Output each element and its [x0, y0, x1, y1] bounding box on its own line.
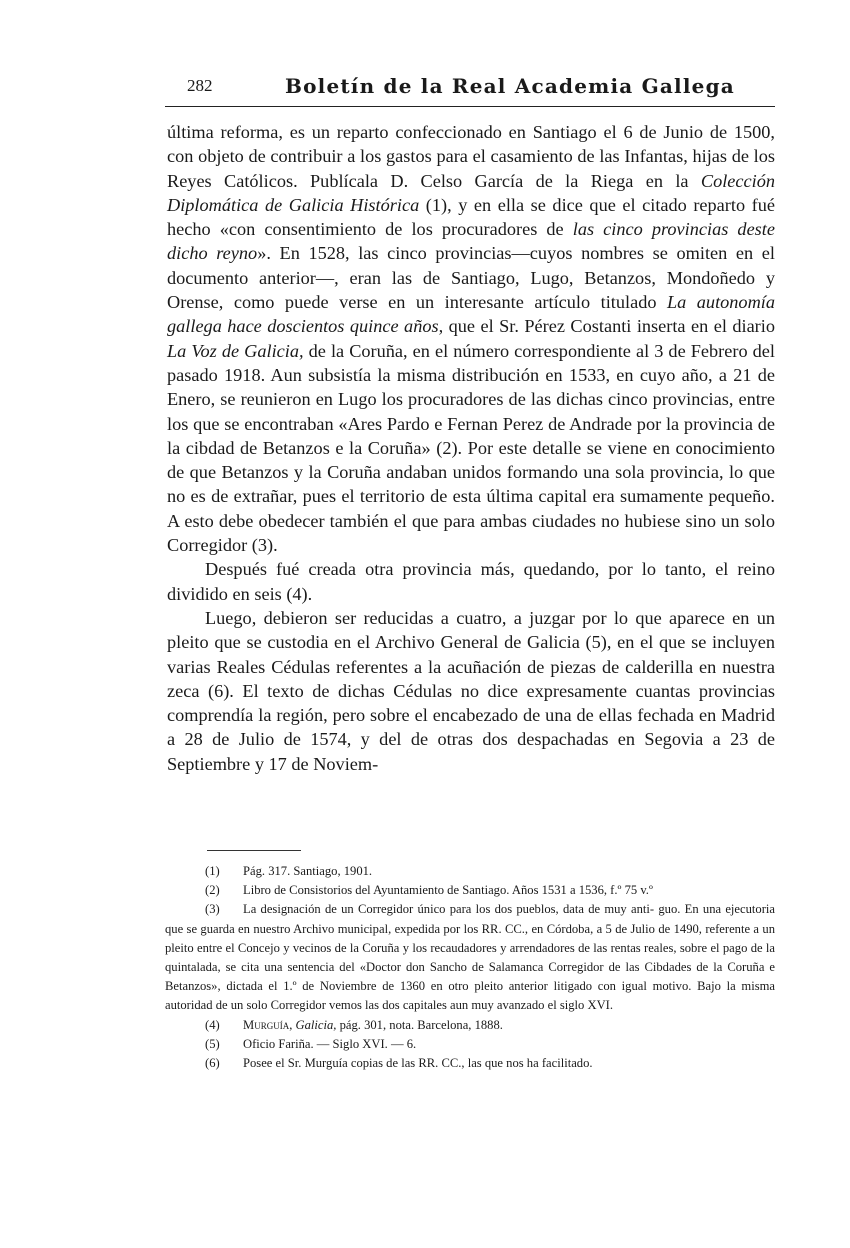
footnote-4	[165, 1016, 775, 1035]
journal-title: Boletín de la Real Academia Gallega	[285, 74, 735, 98]
page-number: 282	[187, 76, 213, 95]
footnote-rule	[207, 850, 301, 851]
footnote-number: (5)	[205, 1036, 220, 1051]
footnote-text: La designación de un Corregidor único para los dos pueblos, data de muy anti-	[243, 902, 655, 917]
footnote-text-continued: guo. En una ejecutoria que se guarda en nuestro Archivo municipal, expedida por los RR. CC., en Córdoba, a 5 de Julio de 1490, referente a un pleito entre el Concejo y vecinos de la Coruña y los recaudadores y arrendadores de las rentas reales, sobre el pago de la quintalada, se cita una sentencia del «Doctor don Sancho de Salamanca Corregidor de las Cibdades de la Coruña e Betanzos», dictada el 1.º de Noviembre de 1360 en otro pleito anterior litigado con igual motivo. Bajo la misma autoridad de un solo Corregidor vemos las dos capitales aun muy avanzado el siglo XVI.	[165, 902, 775, 1013]
text-run: que el Sr. Pérez Costanti inserta en el diario	[443, 316, 775, 337]
footnote-5	[165, 1035, 775, 1054]
footnote-number: (1)	[205, 864, 220, 878]
text-run: última reforma, es un reparto confeccionado en Santiago el 6 de Junio de 1500, con objeto de contribuir a los gastos para el casamiento de las Infantas, hijas de los Reyes Católicos. Publícala D. Celso García de la Riega en la	[167, 122, 775, 191]
paragraph-1	[167, 120, 775, 557]
footnote-number: (2)	[205, 883, 220, 898]
paragraph-2: Después fué creada otra provincia más, quedando, por lo tanto, el reino dividido en seis (4).	[167, 559, 775, 604]
footnote-author: Murguía,	[243, 1017, 293, 1032]
footnote-number: (3)	[205, 902, 220, 917]
text-run: de la Coruña, en el número correspondiente al 3 de Febrero del pasado 1918. Aun subsistía la misma distribución en 1533, en cuyo año, a 21 de Enero, se reunieron en Lugo los procuradores de las dichas cinco provincias, entre los que se encontraban «Ares Pardo e Fernan Perez de Andrade por la provincia de la cibdad de Betanzos e la Coruña» (2). Por este detalle se viene en conocimiento de que Betanzos y la Coruña andaban unidos formando una sola provincia, lo que no es de extrañar, pues el territorio de esta última capital era sumamente pequeño. A esto debe obedecer también el que para ambas ciudades no hubiese sino un solo Corregidor (3).	[167, 340, 775, 556]
footnote-text: Pág. 317. Santiago, 1901.	[243, 864, 373, 878]
footnote-6	[165, 1054, 775, 1073]
footnote-1	[165, 862, 775, 881]
footnote-text: Posee el Sr. Murguía copias de las RR. CC., las que nos ha facilitado.	[243, 1056, 593, 1071]
italic-article-title: La autonomía gallega hace doscientos quince años,	[167, 292, 775, 337]
paragraph-3: Luego, debieron ser reducidas a cuatro, a juzgar por lo que aparece en un pleito que se custodia en el Archivo General de Galicia (5), en el que se incluyen varias Reales Cédulas referentes a la acuñación de piezas de calderilla en nuestra zeca (6). El texto de dichas Cédulas no dice expresamente cuantas provincias comprendía la región, pero sobre el encabezado de una de ellas fechada en Madrid a 28 de Julio de 1574, y del de otras dos despachadas en Segovia a 23 de Septiembre y 17 de Noviem-	[167, 607, 775, 774]
text-run: (1), y en ella se dice que el citado reparto fué hecho «con consentimiento de los procuradores de	[167, 194, 776, 240]
italic-newspaper: La Voz de Galicia,	[167, 340, 304, 361]
footnote-text: Oficio Fariña. — Siglo XVI. — 6.	[243, 1036, 417, 1051]
footnote-text: pág. 301, nota. Barcelona, 1888.	[336, 1017, 503, 1032]
running-header	[165, 74, 775, 107]
footnote-title: Galicia,	[295, 1017, 337, 1032]
footnotes	[165, 862, 775, 1073]
footnote-number: (6)	[205, 1056, 220, 1071]
footnote-number: (4)	[205, 1017, 220, 1032]
footnote-3	[165, 900, 775, 1015]
body-text	[167, 120, 775, 776]
italic-title: Colección Diplomática de Galicia Histórica	[167, 170, 775, 215]
footnote-text: Libro de Consistorios del Ayuntamiento de Santiago. Años 1531 a 1536, f.º 75 v.º	[243, 883, 653, 898]
text-run: ». En 1528, las cinco provincias—cuyos nombres se omiten en el documento anterior—, eran las de Santiago, Lugo, Betanzos, Mondoñedo y Orense, como puede verse en un interesante artículo titulado	[167, 243, 775, 313]
italic-quote: las cinco provincias deste dicho reyno	[167, 219, 775, 264]
footnote-2	[165, 881, 775, 900]
